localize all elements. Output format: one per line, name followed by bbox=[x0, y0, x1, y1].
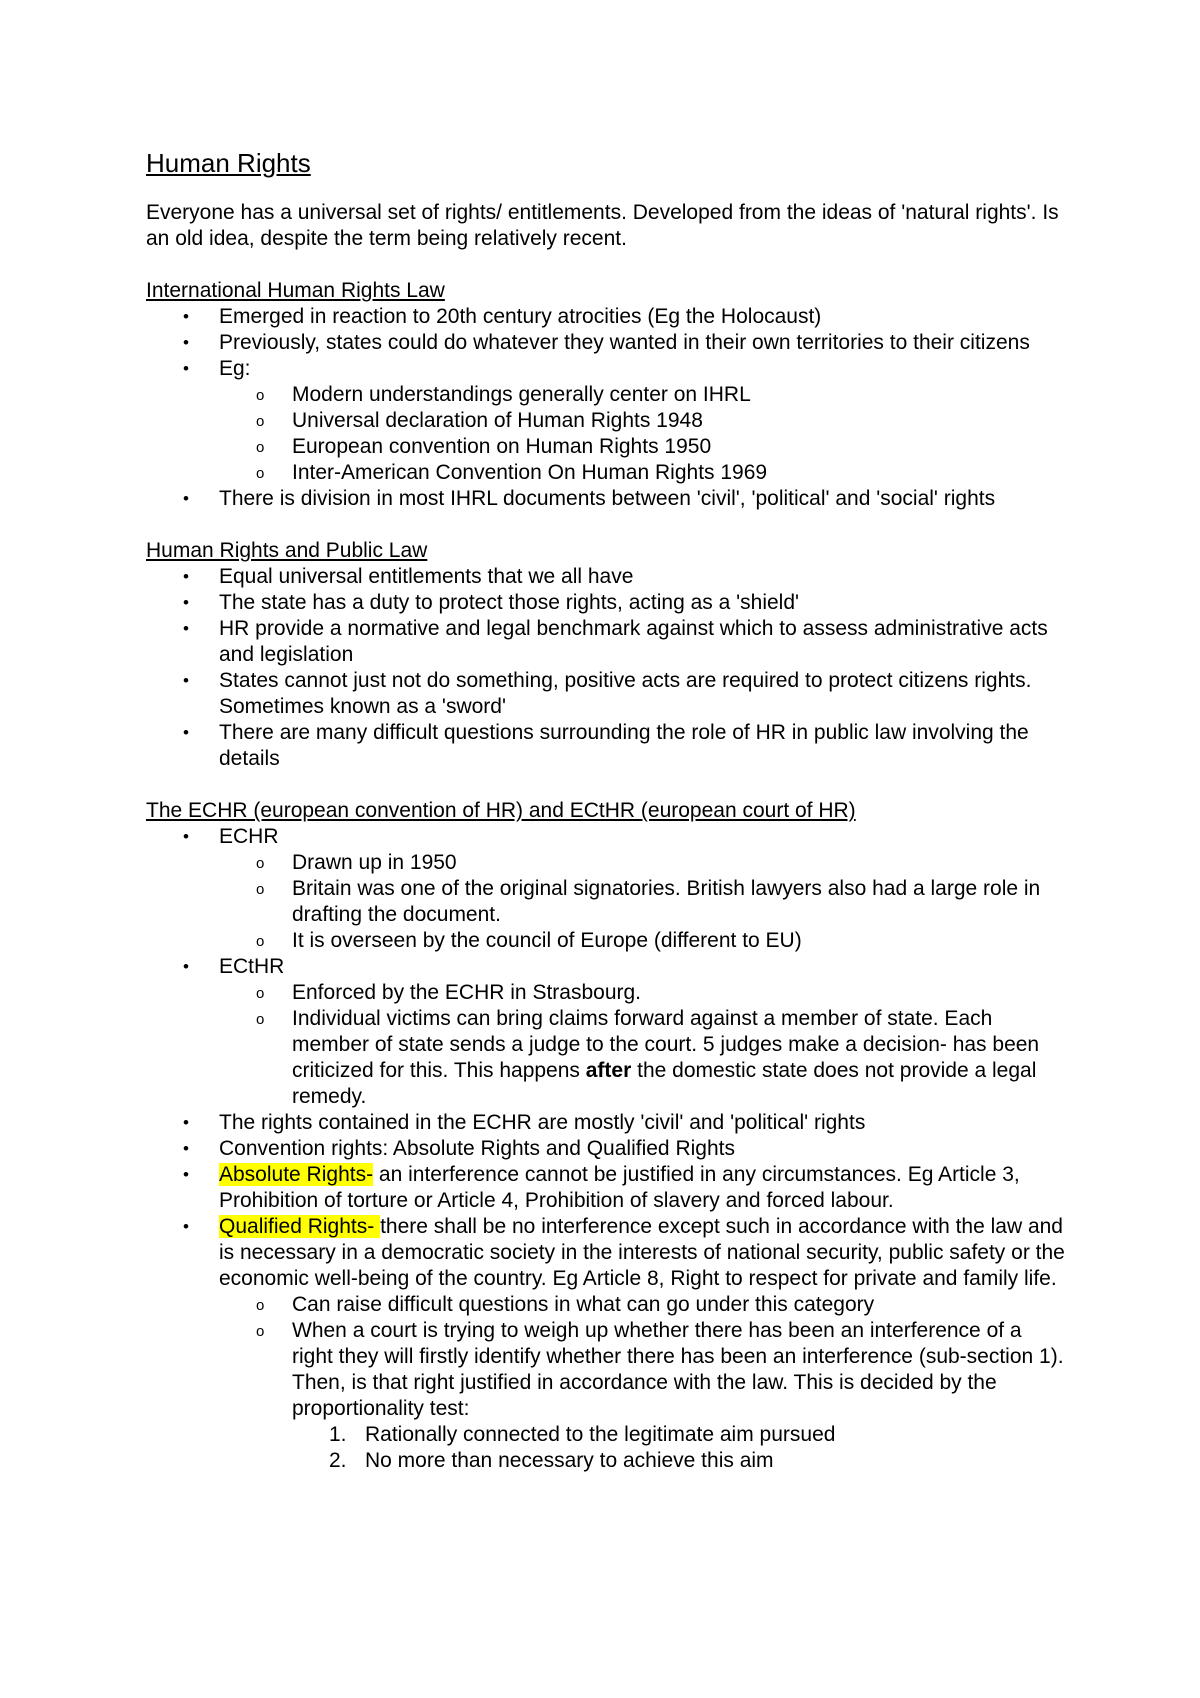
bullet-icon: • bbox=[183, 1139, 189, 1158]
circle-bullet-icon: o bbox=[256, 1297, 265, 1314]
sub-list-item: o It is overseen by the council of Europe (different to EU) bbox=[146, 928, 1066, 954]
bullet-icon: • bbox=[183, 1165, 189, 1184]
highlight-absolute-rights: Absolute Rights- bbox=[219, 1163, 374, 1186]
list-item: • There is division in most IHRL documents between 'civil', 'political' and 'social' rights bbox=[183, 487, 996, 510]
circle-bullet-icon: o bbox=[256, 881, 265, 898]
sub-list-item: o Universal declaration of Human Rights 1948 bbox=[146, 408, 1066, 434]
circle-bullet-icon: o bbox=[256, 985, 265, 1002]
circle-bullet-icon: o bbox=[256, 855, 265, 872]
bullet-icon: • bbox=[183, 619, 189, 638]
sub-list-item: o When a court is trying to weigh up whether there has been an interference of a right they will firstly identify whether there has been an interference (sub-section 1). Then, is that right justified in accordance with the law. This is decided by the proportionality test: bbox=[256, 1319, 1064, 1420]
list-item: • The rights contained in the ECHR are mostly 'civil' and 'political' rights bbox=[183, 1111, 866, 1134]
list-number: 1. bbox=[329, 1423, 347, 1446]
sub-list-item: o Enforced by the ECHR in Strasbourg. bbox=[146, 980, 1066, 1006]
section-heading-echr: The ECHR (european convention of HR) and ECtHR (european court of HR) bbox=[146, 799, 856, 822]
list-item: • Convention rights: Absolute Rights and Qualified Rights bbox=[183, 1137, 735, 1160]
numbered-item: 1. Rationally connected to the legitimate aim pursued bbox=[329, 1423, 836, 1446]
circle-bullet-icon: o bbox=[256, 933, 265, 950]
emphasis-after: after bbox=[585, 1059, 632, 1082]
section-heading-ihrl: International Human Rights Law bbox=[146, 279, 445, 302]
sub-list-item: o European convention on Human Rights 1950 bbox=[146, 434, 1066, 460]
list-item: • HR provide a normative and legal benchmark against which to assess administrative acts and legislation bbox=[183, 617, 1048, 666]
bullet-icon: • bbox=[183, 1217, 189, 1236]
list-item: • Eg: bbox=[183, 357, 251, 380]
circle-bullet-icon: o bbox=[256, 465, 265, 482]
list-item: • ECtHR bbox=[183, 955, 285, 978]
bullet-icon: • bbox=[183, 827, 189, 846]
highlight-qualified-rights: Qualified Rights- bbox=[219, 1215, 381, 1238]
sub-list-item: o Britain was one of the original signatories. British lawyers also had a large role in drafting the document. bbox=[256, 877, 1041, 926]
bullet-icon: • bbox=[183, 593, 189, 612]
list-item: • States cannot just not do something, positive acts are required to protect citizens rights. Sometimes known as a 'sword' bbox=[183, 669, 1032, 718]
list-item: • Absolute Rights- an interference cannot be justified in any circumstances. Eg Article 3, Prohibition of torture or Article 4, Prohibition of slavery and forced labour. bbox=[183, 1163, 1020, 1212]
section-heading-public-law: Human Rights and Public Law bbox=[146, 539, 428, 562]
echr-bullet-list bbox=[146, 824, 1066, 1474]
bullet-icon: • bbox=[183, 359, 189, 378]
numbered-item: 2. No more than necessary to achieve this aim bbox=[329, 1449, 774, 1472]
list-item: • There are many difficult questions surrounding the role of HR in public law involving the details bbox=[183, 721, 1029, 770]
bullet-icon: • bbox=[183, 723, 189, 742]
circle-bullet-icon: o bbox=[256, 413, 265, 430]
bullet-icon: • bbox=[183, 671, 189, 690]
sub-list-item: o Drawn up in 1950 bbox=[146, 850, 1066, 876]
document-body bbox=[146, 146, 1066, 1474]
list-item: • The state has a duty to protect those rights, acting as a 'shield' bbox=[183, 591, 800, 614]
page-title: Human Rights bbox=[146, 148, 311, 178]
circle-bullet-icon: o bbox=[256, 1011, 265, 1028]
bullet-icon: • bbox=[183, 307, 189, 326]
list-item: • Previously, states could do whatever they wanted in their own territories to their citizens bbox=[183, 331, 1030, 354]
circle-bullet-icon: o bbox=[256, 439, 265, 456]
bullet-icon: • bbox=[183, 567, 189, 586]
bullet-icon: • bbox=[183, 957, 189, 976]
sub-list-item: o Modern understandings generally center on IHRL bbox=[146, 382, 1066, 408]
public-law-bullet-list bbox=[146, 564, 1066, 772]
bullet-icon: • bbox=[183, 489, 189, 508]
intro-paragraph: Everyone has a universal set of rights/ entitlements. Developed from the ideas of 'natural rights'. Is an old idea, despite the term being relatively recent. bbox=[146, 201, 1059, 250]
list-item: • Qualified Rights- there shall be no interference except such in accordance with the law and is necessary in a democratic society in the interests of national security, public safety or the economic well-being of the country. Eg Article 8, Right to respect for private and family life. bbox=[183, 1215, 1065, 1290]
circle-bullet-icon: o bbox=[256, 1323, 265, 1340]
bullet-icon: • bbox=[183, 1113, 189, 1132]
list-number: 2. bbox=[329, 1449, 347, 1472]
sub-list-item: o Individual victims can bring claims forward against a member of state. Each member of state sends a judge to the court. 5 judges make a decision- has been criticized for this. This happens after the domestic state does not provide a legal remedy. bbox=[256, 1007, 1040, 1108]
sub-list-item: o Inter-American Convention On Human Rights 1969 bbox=[146, 460, 1066, 486]
circle-bullet-icon: o bbox=[256, 387, 265, 404]
ihrl-bullet-list bbox=[146, 304, 1066, 512]
bullet-icon: • bbox=[183, 333, 189, 352]
sub-list-item: o Can raise difficult questions in what can go under this category bbox=[146, 1292, 1066, 1318]
list-item: • Equal universal entitlements that we all have bbox=[183, 565, 634, 588]
list-item: • Emerged in reaction to 20th century atrocities (Eg the Holocaust) bbox=[183, 305, 822, 328]
list-item: • ECHR bbox=[183, 825, 279, 848]
